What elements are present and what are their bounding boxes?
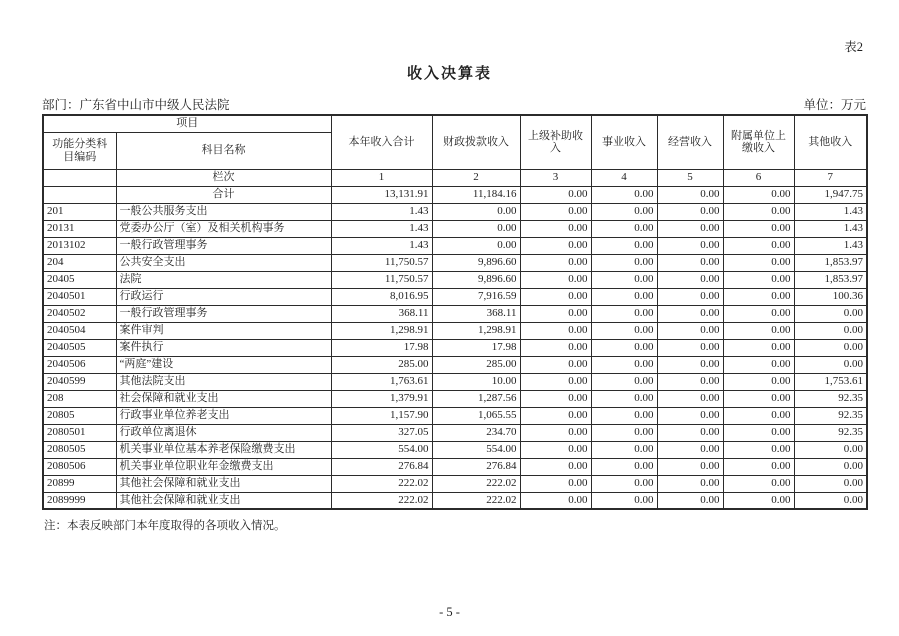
cell-value: 1,753.61 bbox=[794, 373, 867, 390]
cell-value: 0.00 bbox=[591, 288, 657, 305]
header-project: 项目 bbox=[43, 115, 331, 132]
cell-value: 0.00 bbox=[520, 305, 591, 322]
income-table bbox=[42, 114, 868, 510]
table-row bbox=[43, 271, 867, 288]
cell-value: 17.98 bbox=[432, 339, 520, 356]
header-subject-name: 科目名称 bbox=[116, 132, 331, 169]
cell-value: 0.00 bbox=[591, 458, 657, 475]
cell-code: 204 bbox=[43, 254, 116, 271]
header-col-institutional: 事业收入 bbox=[591, 115, 657, 169]
cell-value: 327.05 bbox=[331, 424, 432, 441]
cell-value: 1,065.55 bbox=[432, 407, 520, 424]
cell-subject-name: 案件执行 bbox=[116, 339, 331, 356]
cell-value: 1,157.90 bbox=[331, 407, 432, 424]
cell-value: 0.00 bbox=[520, 220, 591, 237]
cell-value: 0.00 bbox=[591, 322, 657, 339]
table-row bbox=[43, 305, 867, 322]
cell-value: 0.00 bbox=[520, 475, 591, 492]
cell-value: 10.00 bbox=[432, 373, 520, 390]
cell-value: 368.11 bbox=[432, 305, 520, 322]
cell-value: 0.00 bbox=[657, 305, 723, 322]
cell-value: 92.35 bbox=[794, 407, 867, 424]
cell-value: 0.00 bbox=[591, 390, 657, 407]
cell-value: 554.00 bbox=[432, 441, 520, 458]
cell-value: 0.00 bbox=[520, 339, 591, 356]
cell-value: 0.00 bbox=[591, 407, 657, 424]
cell-value: 234.70 bbox=[432, 424, 520, 441]
table-row bbox=[43, 407, 867, 424]
cell-code: 20131 bbox=[43, 220, 116, 237]
cell-value: 0.00 bbox=[723, 186, 794, 203]
cell-value: 1.43 bbox=[331, 237, 432, 254]
cell-value: 0.00 bbox=[657, 407, 723, 424]
cell-value: 0.00 bbox=[723, 475, 794, 492]
cell-value: 0.00 bbox=[591, 186, 657, 203]
cell-value: 0.00 bbox=[657, 390, 723, 407]
cell-code: 2080506 bbox=[43, 458, 116, 475]
cell-value: 0.00 bbox=[591, 271, 657, 288]
cell-value: 0.00 bbox=[520, 492, 591, 509]
cell-subject-name: 一般行政管理事务 bbox=[116, 237, 331, 254]
department-label: 部门：广东省中山市中级人民法院 bbox=[42, 98, 230, 112]
cell-code: 208 bbox=[43, 390, 116, 407]
cell-value: 0.00 bbox=[520, 373, 591, 390]
cell-value: 0.00 bbox=[794, 441, 867, 458]
cell-value: 0.00 bbox=[520, 356, 591, 373]
cell-value: 0.00 bbox=[723, 220, 794, 237]
cell-subject-name: 法院 bbox=[116, 271, 331, 288]
table-row bbox=[43, 492, 867, 509]
table-row bbox=[43, 441, 867, 458]
cell-value: 0.00 bbox=[520, 441, 591, 458]
cell-value: 0.00 bbox=[520, 271, 591, 288]
cell-value: 0.00 bbox=[657, 475, 723, 492]
cell-value: 8,016.95 bbox=[331, 288, 432, 305]
cell-subject-name: 公共安全支出 bbox=[116, 254, 331, 271]
cell-code bbox=[43, 186, 116, 203]
cell-value: 285.00 bbox=[432, 356, 520, 373]
table-row bbox=[43, 373, 867, 390]
cell-code: 2040504 bbox=[43, 322, 116, 339]
cell-value: 0.00 bbox=[520, 424, 591, 441]
cell-subject-name: “两庭”建设 bbox=[116, 356, 331, 373]
cell-value: 276.84 bbox=[331, 458, 432, 475]
cell-code: 2040502 bbox=[43, 305, 116, 322]
cell-subject-name: 一般公共服务支出 bbox=[116, 203, 331, 220]
cell-value: 0.00 bbox=[723, 390, 794, 407]
lanci-num-cell: 7 bbox=[794, 169, 867, 186]
cell-value: 0.00 bbox=[657, 203, 723, 220]
table-row bbox=[43, 424, 867, 441]
cell-value: 0.00 bbox=[520, 390, 591, 407]
cell-value: 0.00 bbox=[723, 271, 794, 288]
table-row bbox=[43, 288, 867, 305]
cell-value: 0.00 bbox=[657, 373, 723, 390]
cell-value: 1.43 bbox=[794, 237, 867, 254]
cell-value: 1.43 bbox=[331, 203, 432, 220]
cell-subject-name: 其他社会保障和就业支出 bbox=[116, 492, 331, 509]
table-row bbox=[43, 475, 867, 492]
cell-value: 11,750.57 bbox=[331, 254, 432, 271]
lanci-num-cell: 5 bbox=[657, 169, 723, 186]
cell-code: 2080505 bbox=[43, 441, 116, 458]
table-number-label: 表2 bbox=[844, 40, 863, 54]
cell-value: 0.00 bbox=[657, 441, 723, 458]
cell-value: 1,298.91 bbox=[331, 322, 432, 339]
cell-value: 0.00 bbox=[657, 186, 723, 203]
cell-value: 0.00 bbox=[794, 492, 867, 509]
cell-value: 0.00 bbox=[723, 492, 794, 509]
page-number: - 5 - bbox=[439, 605, 460, 619]
header-col-total: 本年收入合计 bbox=[331, 115, 432, 169]
cell-value: 0.00 bbox=[657, 237, 723, 254]
cell-value: 0.00 bbox=[520, 254, 591, 271]
cell-value: 0.00 bbox=[520, 203, 591, 220]
cell-subject-name: 机关事业单位职业年金缴费支出 bbox=[116, 458, 331, 475]
cell-value: 0.00 bbox=[794, 458, 867, 475]
cell-subject-name: 行政运行 bbox=[116, 288, 331, 305]
lanci-num-cell: 2 bbox=[432, 169, 520, 186]
cell-value: 0.00 bbox=[723, 203, 794, 220]
cell-value: 0.00 bbox=[723, 373, 794, 390]
table-row bbox=[43, 390, 867, 407]
cell-value: 222.02 bbox=[331, 475, 432, 492]
table-row bbox=[43, 203, 867, 220]
table-row bbox=[43, 458, 867, 475]
cell-value: 0.00 bbox=[723, 322, 794, 339]
cell-value: 0.00 bbox=[794, 305, 867, 322]
cell-code: 2013102 bbox=[43, 237, 116, 254]
cell-value: 0.00 bbox=[591, 220, 657, 237]
cell-value: 368.11 bbox=[331, 305, 432, 322]
cell-value: 0.00 bbox=[723, 424, 794, 441]
cell-value: 0.00 bbox=[794, 356, 867, 373]
cell-value: 1.43 bbox=[331, 220, 432, 237]
cell-value: 0.00 bbox=[723, 305, 794, 322]
cell-value: 13,131.91 bbox=[331, 186, 432, 203]
cell-value: 0.00 bbox=[723, 441, 794, 458]
cell-value: 7,916.59 bbox=[432, 288, 520, 305]
cell-value: 0.00 bbox=[657, 424, 723, 441]
cell-value: 0.00 bbox=[591, 424, 657, 441]
cell-value: 0.00 bbox=[520, 237, 591, 254]
lanci-num-cell: 3 bbox=[520, 169, 591, 186]
cell-value: 0.00 bbox=[432, 237, 520, 254]
cell-value: 0.00 bbox=[591, 441, 657, 458]
cell-value: 0.00 bbox=[794, 339, 867, 356]
cell-value: 1,379.91 bbox=[331, 390, 432, 407]
cell-code: 2040599 bbox=[43, 373, 116, 390]
cell-value: 276.84 bbox=[432, 458, 520, 475]
cell-value: 0.00 bbox=[723, 458, 794, 475]
cell-value: 0.00 bbox=[591, 339, 657, 356]
cell-value: 0.00 bbox=[657, 322, 723, 339]
cell-value: 0.00 bbox=[657, 339, 723, 356]
header-col-operating: 经营收入 bbox=[657, 115, 723, 169]
cell-value: 0.00 bbox=[657, 288, 723, 305]
header-col-superior-subsidy: 上级补助收入 bbox=[520, 115, 591, 169]
cell-code: 2089999 bbox=[43, 492, 116, 509]
cell-code: 20405 bbox=[43, 271, 116, 288]
cell-value: 0.00 bbox=[657, 356, 723, 373]
cell-value: 1,763.61 bbox=[331, 373, 432, 390]
table-row bbox=[43, 339, 867, 356]
cell-value: 1,947.75 bbox=[794, 186, 867, 203]
cell-value: 0.00 bbox=[591, 203, 657, 220]
cell-value: 0.00 bbox=[657, 492, 723, 509]
cell-code: 2040505 bbox=[43, 339, 116, 356]
cell-value: 0.00 bbox=[591, 356, 657, 373]
cell-value: 0.00 bbox=[432, 203, 520, 220]
cell-code: 20899 bbox=[43, 475, 116, 492]
cell-value: 0.00 bbox=[591, 492, 657, 509]
cell-value: 0.00 bbox=[591, 237, 657, 254]
lanci-empty-cell bbox=[43, 169, 116, 186]
cell-subject-name: 案件审判 bbox=[116, 322, 331, 339]
header-row-lanci bbox=[43, 169, 867, 186]
cell-code: 201 bbox=[43, 203, 116, 220]
cell-value: 0.00 bbox=[591, 305, 657, 322]
cell-value: 0.00 bbox=[794, 322, 867, 339]
footnote: 注：本表反映部门本年度取得的各项收入情况。 bbox=[44, 520, 286, 532]
cell-value: 1.43 bbox=[794, 203, 867, 220]
cell-value: 554.00 bbox=[331, 441, 432, 458]
cell-value: 0.00 bbox=[657, 271, 723, 288]
income-table-body bbox=[43, 186, 867, 509]
cell-value: 0.00 bbox=[657, 458, 723, 475]
cell-value: 0.00 bbox=[520, 288, 591, 305]
header-col-fiscal: 财政拨款收入 bbox=[432, 115, 520, 169]
cell-code: 2080501 bbox=[43, 424, 116, 441]
cell-subject-name: 机关事业单位基本养老保险缴费支出 bbox=[116, 441, 331, 458]
cell-value: 222.02 bbox=[331, 492, 432, 509]
table-row bbox=[43, 237, 867, 254]
table-row bbox=[43, 322, 867, 339]
cell-subject-name: 社会保障和就业支出 bbox=[116, 390, 331, 407]
cell-code: 20805 bbox=[43, 407, 116, 424]
cell-value: 222.02 bbox=[432, 492, 520, 509]
cell-value: 1,298.91 bbox=[432, 322, 520, 339]
cell-value: 0.00 bbox=[657, 254, 723, 271]
cell-value: 0.00 bbox=[520, 458, 591, 475]
cell-value: 92.35 bbox=[794, 390, 867, 407]
cell-subject-name: 行政单位离退休 bbox=[116, 424, 331, 441]
lanci-label-cell: 栏次 bbox=[116, 169, 331, 186]
cell-value: 100.36 bbox=[794, 288, 867, 305]
lanci-num-cell: 4 bbox=[591, 169, 657, 186]
table-row bbox=[43, 356, 867, 373]
cell-value: 11,750.57 bbox=[331, 271, 432, 288]
cell-value: 1,287.56 bbox=[432, 390, 520, 407]
cell-value: 11,184.16 bbox=[432, 186, 520, 203]
page-title: 收入决算表 bbox=[406, 66, 492, 82]
table-row-total bbox=[43, 186, 867, 203]
header-row-1 bbox=[43, 115, 867, 132]
header-col-affiliated: 附属单位上缴收入 bbox=[723, 115, 794, 169]
unit-label: 单位：万元 bbox=[803, 98, 866, 112]
header-col-other: 其他收入 bbox=[794, 115, 867, 169]
cell-value: 0.00 bbox=[723, 237, 794, 254]
cell-value: 1,853.97 bbox=[794, 254, 867, 271]
lanci-num-cell: 6 bbox=[723, 169, 794, 186]
cell-value: 1.43 bbox=[794, 220, 867, 237]
cell-value: 9,896.60 bbox=[432, 271, 520, 288]
lanci-num-cell: 1 bbox=[331, 169, 432, 186]
cell-value: 0.00 bbox=[432, 220, 520, 237]
cell-value: 0.00 bbox=[723, 254, 794, 271]
cell-value: 222.02 bbox=[432, 475, 520, 492]
cell-value: 0.00 bbox=[591, 254, 657, 271]
cell-value: 0.00 bbox=[723, 339, 794, 356]
cell-value: 0.00 bbox=[723, 356, 794, 373]
header-code: 功能分类科目编码 bbox=[43, 132, 116, 169]
meta-row bbox=[42, 95, 866, 113]
cell-value: 17.98 bbox=[331, 339, 432, 356]
table-row bbox=[43, 254, 867, 271]
cell-value: 1,853.97 bbox=[794, 271, 867, 288]
cell-value: 0.00 bbox=[591, 373, 657, 390]
cell-value: 0.00 bbox=[520, 407, 591, 424]
cell-value: 92.35 bbox=[794, 424, 867, 441]
cell-value: 0.00 bbox=[520, 186, 591, 203]
cell-subject-name: 其他法院支出 bbox=[116, 373, 331, 390]
cell-value: 285.00 bbox=[331, 356, 432, 373]
cell-value: 0.00 bbox=[520, 322, 591, 339]
table-row bbox=[43, 220, 867, 237]
cell-value: 0.00 bbox=[657, 220, 723, 237]
cell-subject-name: 党委办公厅（室）及相关机构事务 bbox=[116, 220, 331, 237]
cell-value: 9,896.60 bbox=[432, 254, 520, 271]
cell-subject-name: 合计 bbox=[116, 186, 331, 203]
cell-value: 0.00 bbox=[723, 407, 794, 424]
cell-value: 0.00 bbox=[591, 475, 657, 492]
cell-value: 0.00 bbox=[723, 288, 794, 305]
cell-subject-name: 其他社会保障和就业支出 bbox=[116, 475, 331, 492]
cell-subject-name: 行政事业单位养老支出 bbox=[116, 407, 331, 424]
cell-code: 2040506 bbox=[43, 356, 116, 373]
cell-subject-name: 一般行政管理事务 bbox=[116, 305, 331, 322]
cell-value: 0.00 bbox=[794, 475, 867, 492]
cell-code: 2040501 bbox=[43, 288, 116, 305]
